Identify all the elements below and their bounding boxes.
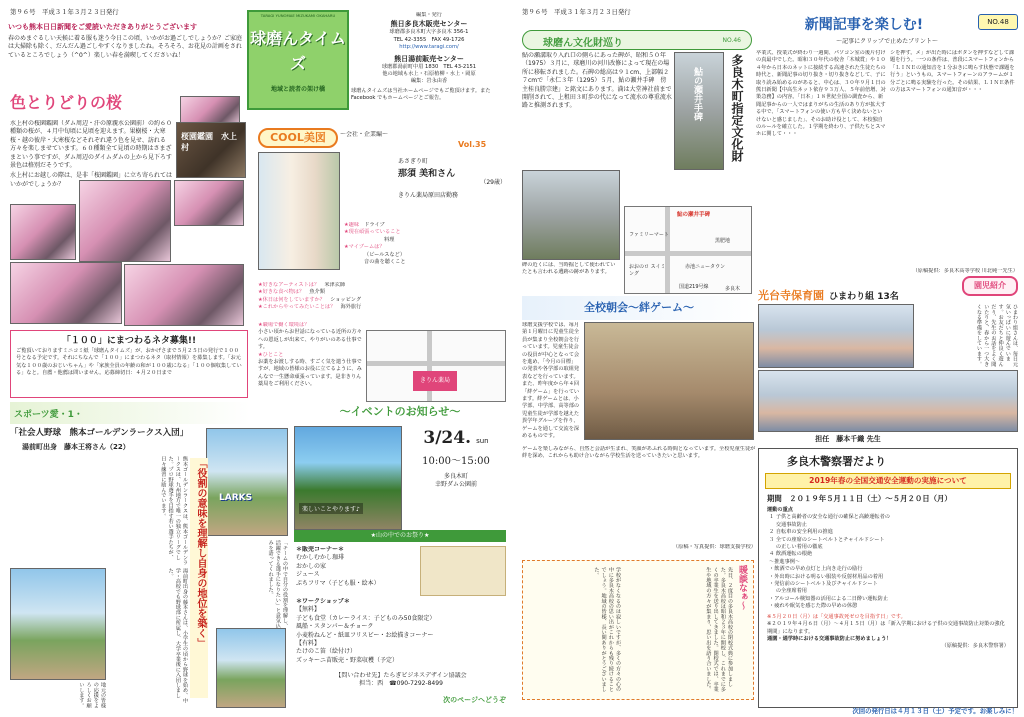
- publisher-tel1: TEL 42-3355 FAX 49-1726: [393, 36, 465, 43]
- sports-title: 「社会人野球 熊本ゴールデンラークス入団」: [10, 428, 189, 438]
- cool-qa-3: [258, 322, 362, 394]
- cool-vol: Vol.35: [458, 140, 487, 149]
- map-road-v: [665, 207, 670, 294]
- news-body: 卒業式、授業式が終わり一週間、パソコン室の後片付けの真最中でした。昭和３０年代の校舎「木城賞」や１０４年から日本のネットに接続する高速された生徒たちの時代と、新聞記事の切り抜き・切り抜きなどして、子に取り読み始めるのがあると、中心は、３０年９月１日の熊日新聞【中高生ネット依存９３万人、５年前倍増、対策急務】の内容。「日本」１８世紀全国の調査から、新聞記事からの一人ではまりがちの生活のあり方が拡大する中で、「スマートフォンの使い方も早く決めないといけないと感じました」、そのお助け役として、本校独自のルールを確立した。１学期を終わり、子供たちとスマホに関して・・・: [756, 50, 886, 138]
- right-issue-line: 第９６号 平成３１年３月２３日発行: [522, 8, 631, 16]
- logo-block: [247, 10, 349, 110]
- sports-catch: 「役割の意味を理解し自身の地位を築く」: [190, 458, 208, 698]
- sakura-photo-5: [124, 264, 244, 326]
- sakura-photo-3: [174, 180, 244, 226]
- intro-body: 春のめまぐるしい天候に着る服も迷う今日この頃、いかがお過ごしでしょうか？ご家庭は大掃除も除く、だんだん過ごしやすくなりましたね。そろそろ、お花見の計画をされているところでしょう（^0^）楽しい春を満喫してくださいね！: [8, 35, 243, 59]
- police-prev: ※２０１９年４月６日（月）〜４月１５日（月）は「新入学期における子供の交通事故防止対策の強化期間」になります。: [767, 621, 1005, 635]
- cool-q6: ★休日は何をしていますか？: [258, 296, 325, 303]
- cool-q5: ★好きな食べ物は？: [258, 289, 305, 296]
- cool-q4: ★好きなアーティストは？: [258, 282, 320, 288]
- police-period: ２０１９年５月１１日（土）〜５月２０日（月）: [789, 494, 952, 503]
- map-l2: おおのロ スイミング: [629, 264, 666, 277]
- event-workshop: [296, 598, 506, 668]
- news-title: 新聞記事を楽しむ!: [804, 17, 924, 33]
- event-info: [404, 428, 508, 520]
- police-point: ・疲れや眠気を感じた際の早めの休憩: [769, 603, 858, 610]
- news-no: NO.48: [978, 14, 1018, 30]
- event-banner: ★山の中でのお祭り★: [294, 530, 506, 542]
- event-illustration: [420, 546, 506, 596]
- police-closing: 通園・通学時における交通事故防止に努めましょう！: [767, 635, 892, 642]
- bunka-title: 球磨ん文化財巡り: [543, 38, 623, 49]
- event-sales: [296, 546, 416, 596]
- event-sale-item: むかしむかし珈琲: [296, 554, 345, 562]
- map-road-v: [427, 331, 432, 402]
- cool-a3b: 音の曲を聴くこと: [364, 259, 406, 266]
- publisher-name1: 熊日多良木販売センター: [390, 20, 468, 29]
- event-photo: [294, 426, 402, 530]
- hoikuen-class: ひまわり組 13名: [829, 292, 899, 302]
- publisher-name2: 熊日湯前販売センター: [394, 54, 464, 63]
- logo-title: 球磨んタイムズ: [250, 29, 346, 73]
- intro-block: [8, 22, 246, 96]
- sakura-photo-1: [10, 204, 76, 260]
- chorei-body2: ゲームを楽しみながら、自然と会話が生まれ、笑顔があふれる時間となっています。全校児童生徒が絆を深め、これからも助け合いながら学校生活を送っていきたいと思います。: [522, 446, 756, 460]
- sports-body4: 地元の皆様の応援をよろしくお願いします。: [78, 682, 106, 708]
- chorei-credit: （原稿・写真提供：球磨支援学校）: [672, 544, 756, 550]
- neta-box: [10, 330, 248, 398]
- cool-profile: [398, 158, 506, 222]
- chorei-title: 全校朝会〜絆ゲーム〜: [584, 301, 694, 314]
- cool-q1: ★趣味: [344, 222, 360, 228]
- event-date: 3/24.: [423, 428, 471, 448]
- bunka-photo-1: [674, 52, 724, 170]
- sakura-photo-4: [10, 262, 122, 324]
- chorei-body: 球磨支援学校では、毎月第１月曜日に児童生徒全員が集まり全校朝会を行っています。児童生徒会の役員が中心となって会を進め、「今月の目標」の発表や各学部の取組発表などを行っています。また、昨年度から年４回「絆ゲーム」を行っています。絆ゲームとは、小学部、中学部、高等部の児童生徒が学部を越えた異学年グループを作り、ゲームを通して交流を深めるものです。: [522, 322, 580, 440]
- sports-label: スポーツ愛・1・: [14, 410, 83, 420]
- news-body2: シを押す。メ」が出た時にはボタンを押すなどして課題を行う。一つの条件は、普段にスマートフォンから「ＬＩＮＥの通知音を１分おきに鳴らす状態で課題を行う」というもの。スマートフォーンのアラームが１分ごとに鳴る実験を行った。その結果、ＬＩＮＥ条件の方はスマートフォンの通知音が・・・: [890, 50, 1015, 94]
- publisher-edit: 編集・発行: [416, 12, 442, 18]
- police-box: [758, 448, 1018, 708]
- sakura-sign-photo: [176, 122, 246, 178]
- event-caption: 楽しいことやります♪: [299, 503, 363, 514]
- danbo-box: [522, 560, 754, 700]
- sports-photo-3: [216, 628, 286, 708]
- event-date-suffix: sun: [476, 437, 489, 445]
- cool-q9: ★ひとこと: [258, 351, 284, 358]
- event-ws-item: 小麦粉ねんど・紙皿フリスビー・お絵描きコーナー: [296, 631, 434, 639]
- sports-photo-2: [10, 568, 106, 680]
- danbo-body: 先日、２度目の多良木高校の閉校式典に参加しました。多良木高校は昭和２３年に開校し、これまでに多くの卒業生を送り出してきました。閉校式では、卒業生や地域の方々が集まり、思い出を語り合いました。: [705, 567, 733, 692]
- cool-a4: 米津玄師: [324, 282, 346, 288]
- cool-qa-2: [258, 282, 506, 322]
- police-point: 交通事故防止: [769, 521, 807, 528]
- cool-a1: ドライブ: [364, 222, 385, 228]
- sakura-body-text: 水上村の桜園鑑園（ダム周辺・汗の原親水公園前）の約６０種類の桜が、４月中旬頃に見頃を迎えます。果樹桜・大寒桜・越の彼岸・大寒桜などそれぞれ違う色を見せ、訪れる方々を楽しませています。６０種類全て見頃の時期はさまざまという事ですが、ダム周辺のダイムダムの上から見下ろす景色は格別だそうです。: [10, 120, 172, 170]
- map-kirin-label: きりん薬局: [413, 371, 457, 391]
- danbo-title: 暖談なぁ〜: [737, 565, 747, 610]
- map-place: 鮎の瀬井手碑: [677, 212, 711, 218]
- cool-age: （29歳）: [480, 179, 506, 187]
- map-road-h: [625, 251, 752, 256]
- bunka-no: NO.46: [722, 37, 741, 44]
- cool-q2: ★現在頑張っていること: [344, 229, 401, 236]
- sports-subject: 湯前町出身 藤本王将さん（22）: [22, 443, 130, 451]
- bunka-header: [522, 30, 752, 50]
- cool-q8: ★職場で働く環境は？: [258, 322, 310, 328]
- neta-title: 「１００」にまつわるネタ募集!!: [61, 336, 197, 346]
- publisher-web[interactable]: http://www.taragi.com/: [399, 44, 459, 51]
- sakura-sign-text: 桜園鑑園 水上村: [181, 131, 237, 152]
- neta-body: ご覧頂いておりますミニコミ紙「球磨んタイムズ」が、おかげさまで５月２５日の発行で１００号となる予定です。それにちなんで「１００」にまつわるネタ（取材情報）を募集します。「お元気な１００歳のおじいちゃん」や「家族全員の年齢の和が１００歳になる」「１００個収集している」なと。自薦・他薦は問いません。応募締切日：４月２０日まで: [16, 348, 242, 377]
- event-place2: 幸野ダム公園前: [434, 481, 477, 489]
- cool-a8: 小さい頃からお世話になっている近所の方々への恩返しが出来て、やりがいのある仕事です。: [258, 329, 362, 351]
- police-banner: 2019年春の全国交通安全運動の実施について: [765, 473, 1011, 489]
- map-road-h: [367, 361, 506, 366]
- hoikuen-header: [758, 284, 948, 304]
- danbo-body2: 学校がなくなるのは寂しいですが、多くの方々の心の中に多良木高校の思い出がこれからも残り続けることでしょう。地域の皆様、長い間ありがとうございました。: [593, 567, 621, 692]
- publisher-block: [351, 12, 507, 120]
- police-point: の正しい着用の徹底: [769, 544, 823, 551]
- cool-sub: 〜会社・企業編〜: [340, 131, 389, 138]
- police-period-row: [759, 489, 1017, 504]
- police-points: [759, 514, 1017, 610]
- police-period-label: 期間: [767, 494, 782, 503]
- police-credit: （原稿提供：多良木警察署）: [941, 643, 1009, 650]
- logo-sub: 地域と読者の架け橋: [270, 86, 325, 93]
- publisher-author: 編集：岩永由香: [410, 78, 448, 85]
- map-l6: 多良木: [725, 286, 741, 292]
- news-sub: 〜記事にクリップで止めたプリント〜: [836, 38, 938, 45]
- police-point: の全座席着用: [769, 588, 807, 595]
- intro-title: いつも熊本日日新聞をご愛読いただきありがとうございます: [8, 23, 197, 31]
- bunka-map: [624, 206, 752, 294]
- police-point: １ 子供と高齢者の安全な通行の確保と高齢運転者の: [769, 514, 890, 521]
- hoikuen-badge: 園児紹介: [962, 276, 1018, 296]
- publisher-addr2: 球磨郡湯前町中眉 1830 TEL 43-2151: [381, 63, 477, 70]
- cool-q3: ★マイブームは？: [344, 244, 385, 251]
- event-ws-item: 【無料】: [296, 606, 321, 614]
- cool-qa-1: [344, 222, 506, 282]
- sports-photo-1: [206, 428, 288, 536]
- hoikuen-teacher: 担任 藤本千織 先生: [815, 435, 881, 443]
- event-contact-tel: 担当：西 ☎090-7292-8499: [359, 680, 443, 688]
- publisher-note: 球磨んタイムズは当社ホームページでもご覧頂けます。また Facebook でもホームページとご報告。: [351, 87, 491, 102]
- event-time: 10:00〜15:00: [422, 456, 490, 467]
- cool-a9: お薬をお渡しする時、すごく気を遣う仕事ですが、地域の皆様のお役に立てるように、みんなで一生懸命頑張っています。是非きりん薬局をご利用ください。: [258, 359, 362, 388]
- event-ws-heading: ＊ワークショップ＊: [296, 598, 350, 605]
- hoikuen-body: ひまわり組さんは、毎日元気いっぱいに遊んでいます。お友だちと仲良く遊んだり、先生のお話をよく聞いたりと、春から一つ大きくなる準備をしています。: [975, 304, 1018, 367]
- event-sale-item: ぷちフリマ（子ども服・絵本）: [296, 579, 380, 587]
- sakura-photo-2: [79, 180, 171, 262]
- cool-a2: 料理: [384, 236, 395, 243]
- sakura-body2: 水上村にお越しの際は、是非「桜園鑑園」に立ち寄られてはいかがでしょうか？: [10, 172, 172, 188]
- event-ws-item: たけのこ笛（絵付け）: [296, 648, 357, 656]
- map-l1: ファミリーマート: [629, 232, 669, 238]
- map-l3: 赤池ニュータウン: [685, 264, 726, 270]
- police-point: ４ 飲酒運転の根絶: [769, 551, 813, 558]
- news-credit: （原稿提供：多良木高等学校 川北純一先生）: [912, 268, 1018, 274]
- right-page: [512, 0, 1024, 717]
- police-point: ・アルコール検知器の活用による二日酔い運転防止: [769, 595, 889, 602]
- event-ws-item: 子ども食堂（カレーライス：子どものみ50食限定）: [296, 614, 436, 622]
- publisher-addr1: 球磨郡多良木町大字多良木 356-1: [389, 29, 469, 36]
- event-ws-item: ズッキーニ苗販売・野菜収穫（予定）: [296, 656, 398, 664]
- sports-jersey: LARKS: [219, 493, 253, 503]
- sakura-title: 色とりどりの桜: [10, 93, 123, 112]
- bunka-caption: 碑の近くには、当時掘として使われていたとも言われる遺跡の跡があります。: [522, 262, 616, 276]
- event-sale-item: ジュース: [296, 571, 320, 579]
- police-point: 〜推進事例〜: [769, 558, 801, 565]
- police-points-heading: 運動の重点: [767, 507, 793, 513]
- bunka-photo-2: [522, 170, 620, 260]
- left-issue-line: 第９６号 平成３１年３月２３日発行: [10, 8, 119, 16]
- bunka-body: 鮎の瀬溝取り入れ口の側らにあった碑が、昭和５０年（1975）３月に、球磨川の河川改修によって現在の場所に移転されました。石碑の総高は９１cm、上部幅２７cmで「永仁３年（1295）５月、鮎の瀬井手碑 傍主桂良勝宗建」と銘文にあります。満は大堂神社前まで開削されて、上租田３町歩の代になって流水の尊重流水路と推測されます。: [522, 52, 672, 110]
- cool-a5: 魚介類: [309, 289, 325, 296]
- event-title: 〜イベントのお知らせ〜: [339, 405, 461, 418]
- bunka-stone-label: 鮎の瀬井手碑: [692, 67, 702, 121]
- cool-a3: （ビールスなど）: [364, 251, 406, 258]
- cool-a6: ショッピング: [330, 296, 362, 303]
- map-l4: 国道219号線: [679, 284, 709, 290]
- cool-name: 那須 美和さん: [398, 169, 456, 180]
- publisher-area: 他の地域も水上・石原植柳・水上・岡原: [382, 71, 476, 78]
- event-contact-org: 【問い合わせ先】たらぎビジネスデザイン協議会: [335, 672, 467, 679]
- hoikuen-photo-1: [758, 304, 914, 368]
- cool-photo: [258, 152, 340, 270]
- cool-town: あさぎり町: [398, 158, 429, 165]
- hoikuen-title: 光台寺保育園: [758, 289, 824, 302]
- police-point: ・外出時における明るい服装や反射材用品の着用: [769, 573, 884, 580]
- event-ws-item: 【有料】: [296, 640, 321, 648]
- event-sale-heading: ＊販売コーナー＊: [296, 546, 345, 553]
- event-next: 次のページへどうぞ: [443, 696, 506, 704]
- cool-q7: ★これからやってみたいことは？: [258, 304, 336, 311]
- police-point: ３ 全ての座席のシートベルトとチャイルドシート: [769, 536, 885, 543]
- police-point: ・飲酒での早め点灯と上向き走行の励行: [769, 566, 863, 573]
- logo-top: TARAGI YUNOMAE MIZUKAMI OKAHARU: [260, 13, 336, 18]
- event-contact: [296, 672, 506, 692]
- police-title: 多良木警察署だより: [787, 455, 886, 468]
- sports-body1: 熊本ゴールデンラークスは、熊本ゴールデンラークスは、九州地方で唯一の独立リーグでした。プロ野球選手を目指す若い選手たちが、日々練習に励んでいます。: [160, 456, 188, 566]
- event-ws-item: 風船・スタンパー＆チョーク: [296, 623, 374, 631]
- map-l5: 黒肥地: [715, 238, 731, 244]
- chorei-photo: [584, 322, 754, 440]
- police-goal: ※５月２０日（月）は「交通事故死ゼロを目指す日」です。: [767, 613, 906, 620]
- hoikuen-photo-2: [758, 370, 1018, 432]
- bunka-vtitle: 多良木町指定文化財: [730, 54, 744, 162]
- chorei-header: [522, 296, 756, 320]
- right-footer: 次回の発行日は４月１３日（土）予定です。お楽しみに！: [852, 707, 1018, 715]
- police-point: ２ 自転車の安全利用の推進: [769, 529, 833, 536]
- cool-work: きりん薬局原田店勤務: [398, 191, 459, 199]
- sports-banner: [10, 402, 250, 424]
- police-point: ・発信前のシートベルト及びチャイルドシート: [769, 581, 878, 588]
- event-place: 多良木町: [443, 473, 468, 480]
- kirin-map: [366, 330, 506, 402]
- sports-body3: 「チームの中で自分の役割を理解し、活躍できる選手になりたい」と意気込みを語ってくれました。: [267, 540, 288, 629]
- event-sale-item: おかしの家: [296, 562, 327, 570]
- sports-body2: 湯前町出身の藤本さんは、小学生の頃から野球を始め、中学・高校でも野球部に所属し、大学卒業後に入団しました。: [167, 568, 188, 704]
- cool-title: COOL美図: [258, 128, 338, 148]
- cool-a7: 海外旅行: [340, 304, 362, 311]
